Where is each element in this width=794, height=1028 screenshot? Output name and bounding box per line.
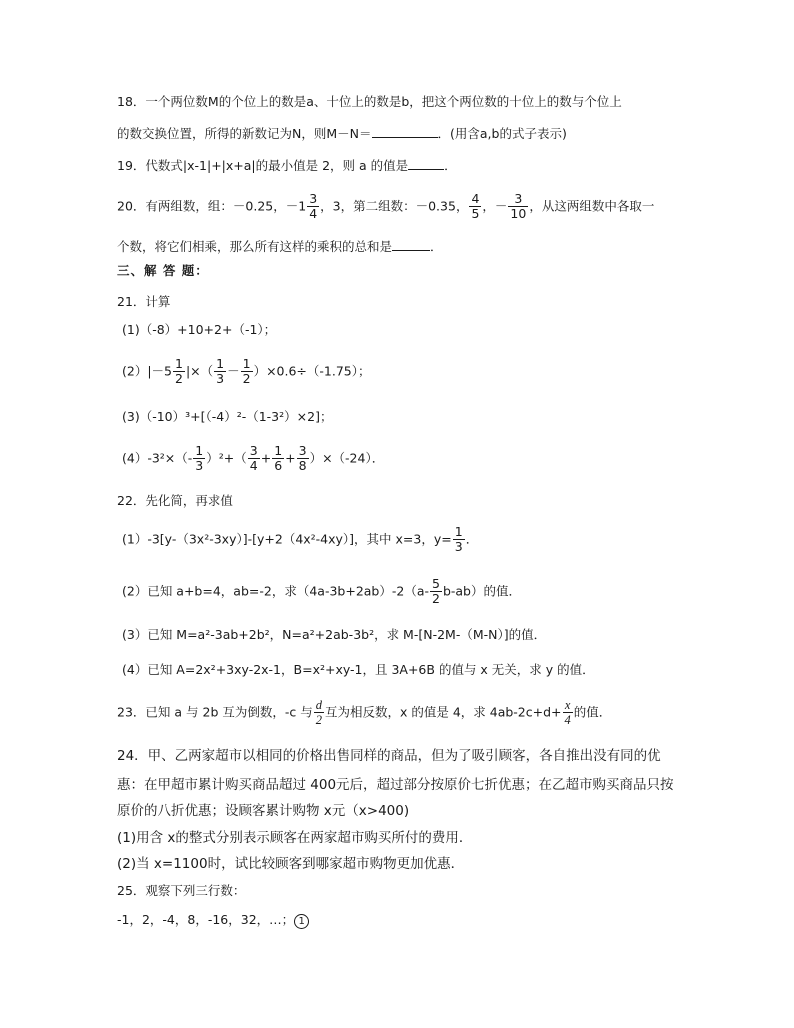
q21-p2-c: －: [227, 363, 240, 379]
q21-p4-d: +: [285, 450, 296, 466]
q22-part4: (4）已知 A=2x²+3xy-2x-1，B=x²+xy-1，且 3A+6B 的值与 x 无关，求 y 的值．: [122, 662, 595, 677]
q21-p2-fraction-1: $\frac{1}{2}$: [175, 356, 183, 387]
q24-line2: 惠：在甲超市累计购买商品超过 400元后，超过部分按原价七折优惠；在乙超市购买商品只按: [117, 777, 674, 793]
q20-line2-tail: ．: [430, 239, 443, 254]
q22-title: 22．先化简，再求值: [117, 493, 233, 508]
q21-p4-fraction-4: $\frac{3}{8}$: [298, 443, 307, 474]
q20-fraction-2: $\frac{4}{5}$: [471, 191, 480, 222]
q21-p4-a: (4）-3²×（-: [122, 450, 193, 466]
q23-text-a: 23．已知 a 与 2b 互为倒数，-c 与: [117, 704, 313, 720]
q19-text: 19．代数式|x-1|+|x+a|的最小值是 2，则 a 的值是: [117, 158, 409, 173]
section-heading: 三、解 答 题：: [117, 263, 209, 278]
q20-fraction-1: $\frac{3}{4}$: [309, 191, 318, 222]
q22-p1-b: ．: [465, 531, 479, 547]
q24-line4: (1)用含 x的整式分别表示顾客在两家超市购买所付的费用．: [117, 830, 473, 846]
q24-line5: (2)当 x=1100时，试比较顾客到哪家超市购物更加优惠．: [117, 856, 465, 872]
q25-row1: [117, 914, 309, 929]
q21-p4-fraction-1: $\frac{1}{3}$: [195, 443, 204, 474]
q19-answer-blank: [408, 157, 444, 170]
q23-text-b: 互为相反数，x 的值是 4，求 4ab-2c+d+: [324, 704, 562, 720]
q23-fraction-1: $\frac{d}{2}$: [315, 698, 322, 728]
q22-p1-a: (1）-3[y-（3x²-3xy）]-[y+2（4x²-4xy）]，其中 x=3，y=: [122, 531, 452, 547]
q18-answer-blank: [372, 125, 438, 138]
q18-line2-text: 的数交换位置，所得的新数记为N，则M－N＝: [117, 126, 372, 141]
q21-p2-fraction-3: $\frac{1}{2}$: [242, 356, 251, 387]
q25-title: 25．观察下列三行数：: [117, 883, 246, 898]
q19-line: [117, 157, 457, 173]
q24-line3: 原价的八折优惠；设顾客累计购物 x元（x>400): [117, 803, 410, 819]
q21-p4-fraction-2: $\frac{3}{4}$: [249, 443, 258, 474]
q20-text-d: ，从这两组数中各取一: [529, 198, 655, 214]
q21-part4: [122, 444, 384, 474]
q21-part2: [122, 357, 370, 387]
q22-p2-b: b-ab）的值．: [442, 583, 521, 599]
q18-line1: 18．一个两位数M的个位上的数是a、十位上的数是b，把这个两位数的十位上的数与个位上: [117, 94, 622, 109]
q20-line2-text: 个数，将它们相乘，那么所有这样的乘积的总和是: [117, 239, 393, 254]
q22-part1: [122, 525, 478, 555]
q20-line2: [117, 238, 443, 254]
q20-line1: [117, 192, 654, 222]
q21-p2-d: ）×0.6÷（-1.75）；: [253, 363, 371, 379]
q21-p2-fraction-2: $\frac{1}{3}$: [216, 356, 225, 387]
q20-text-a: 20．有两组数，组：－0.25，－1: [117, 198, 307, 214]
q20-text-b: ，3，第二组数：－0.35，: [320, 198, 469, 214]
q20-answer-blank: [392, 238, 430, 251]
q20-text-c: ，－: [482, 198, 508, 214]
circled-number-icon: 1: [294, 914, 309, 929]
q21-p4-e: ）×（-24）．: [309, 450, 385, 466]
q23-fraction-2: $\frac{x}{4}$: [564, 698, 571, 728]
q20-fraction-3: $\frac{3}{10}$: [510, 191, 527, 222]
q25-row1-text: -1，2，-4，8，-16，32，…；: [117, 912, 295, 927]
q21-part3: (3)（-10）³+[（-4）²-（1-3²）×2]；: [122, 409, 333, 424]
q18-line2: [117, 125, 567, 141]
q21-p2-b: |×（: [185, 363, 214, 379]
q21-p4-c: +: [260, 450, 272, 466]
q23-text-c: 的值．: [573, 704, 612, 720]
q21-p2-a: (2）|－5: [122, 363, 172, 379]
q22-part3: (3）已知 M=a²-3ab+2b²，N=a²+2ab-3b²，求 M-[N-2M-（M-N）]的值．: [122, 627, 547, 642]
q21-p4-b: ）²+（: [206, 450, 247, 466]
q18-line2-tail: ．(用含a,b的式子表示): [437, 126, 567, 141]
q21-p4-fraction-3: $\frac{1}{6}$: [274, 443, 283, 474]
q21-part1: (1)（-8）+10+2+（-1）；: [122, 322, 277, 337]
q22-part2: [122, 577, 521, 607]
q24-line1: 24．甲、乙两家超市以相同的价格出售同样的商品，但为了吸引顾客，各自推出没有同的优: [117, 748, 661, 764]
q22-p2-fraction: $\frac{5}{2}$: [432, 576, 440, 607]
q22-p1-fraction: $\frac{1}{3}$: [454, 524, 463, 555]
q22-p2-a: (2）已知 a+b=4，ab=-2，求（4a-3b+2ab）-2（a-: [122, 583, 429, 599]
q21-title: 21．计算: [117, 294, 171, 309]
q19-tail: ．: [444, 158, 457, 173]
q23-line: [117, 698, 611, 728]
